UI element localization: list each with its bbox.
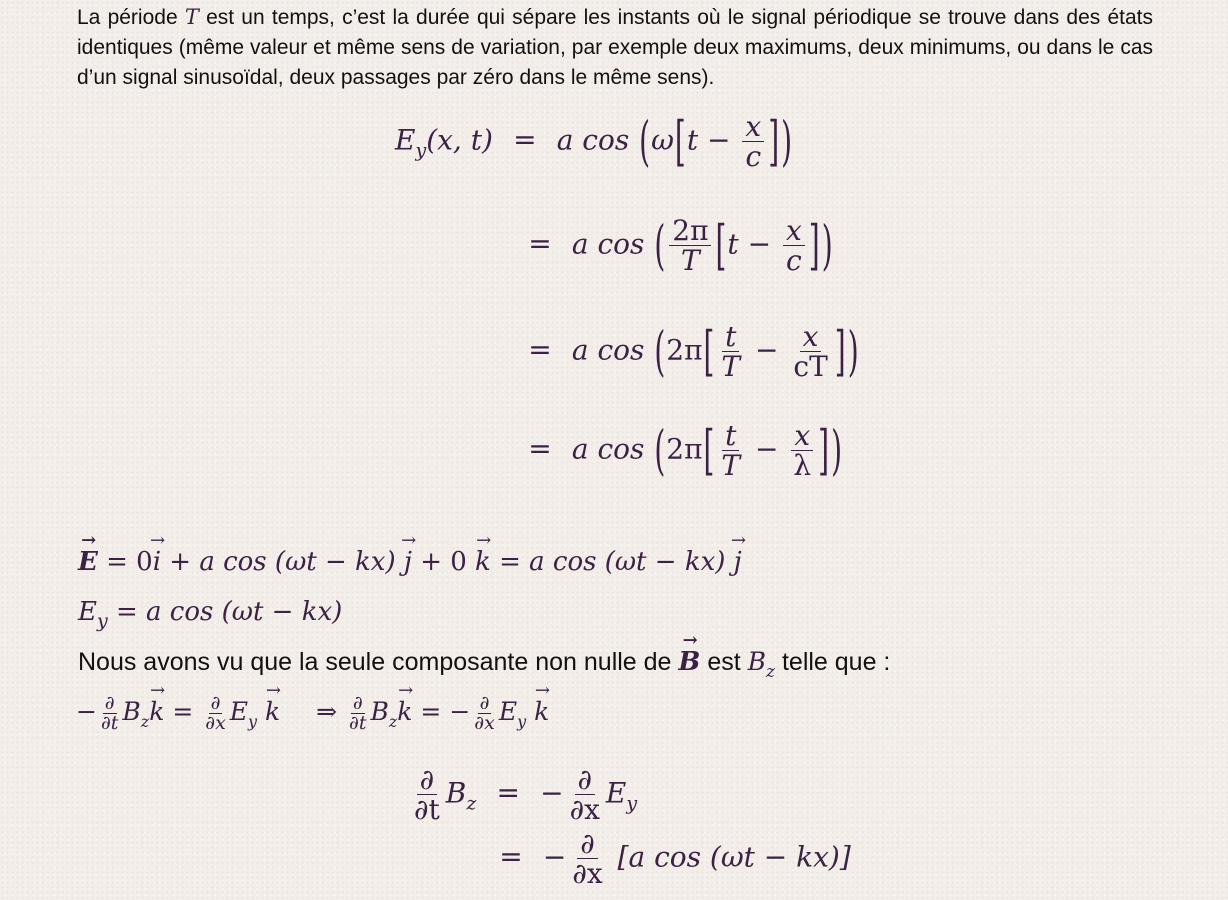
vector-b-symbol: → B	[678, 647, 700, 677]
period-symbol: T	[184, 5, 199, 29]
fraction-2pi-over-T: $\frac{2\pi}{T}$	[669, 216, 711, 276]
intro-text-1: La période	[77, 6, 178, 29]
vector-e-line: → E = 0→ i + a cos (ωt − kx) → j + 0 → k = a cos (ωt − kx) → j	[78, 547, 742, 577]
partial-t-fraction: $\frac{\partial}{\partial t}$	[414, 763, 440, 827]
vector-e-symbol: → E	[78, 547, 98, 577]
ey-line: $E_y = a$ cos (ωt − kx)	[78, 597, 343, 632]
partial-x-fraction: $\frac{\partial}{\partial x}$	[569, 763, 600, 827]
fraction-x-over-c: $\frac{x}{c}$	[742, 112, 764, 172]
equation-line-1: $E_y(x$, t) = a cos (ω[t − $\frac{x}{c}$ ])	[395, 110, 793, 174]
equation-line-3: = a cos (2π[ $\frac{t}{T}$ − $\frac{x}{cT}$ ])	[528, 320, 859, 384]
final-equation-line-2: = − $\frac{\partial}{\partial x}$ [a cos (ωt − kx)]	[499, 827, 851, 891]
equation-line-2: = a cos ( $\frac{2\pi}{T}$ [t − $\frac{x}{c}$ ])	[528, 214, 833, 278]
final-equation-line-1: $\frac{\partial}{\partial t}$ $B_z$ = − $\frac{\partial}{\partial x}$ $E_y$	[408, 765, 637, 825]
intro-paragraph	[77, 2, 1153, 93]
partial-x-fraction: $\frac{\partial}{\partial x}$	[572, 827, 603, 891]
equation-line-4: = a cos (2π[ $\frac{t}{T}$ − $\frac{x}{\lambda}$ ])	[528, 419, 843, 483]
fraction-x-over-cT: $\frac{x}{cT}$	[793, 320, 828, 384]
intro-text-2: est un temps, c’est la durée qui sépare les instants où le signal périodique se trouve dans des états identiques (même valeur et même sens de variation, par exemple deux maximums, deux minimums, ou dans le cas d’un signal sinusoïdal, deux passages par zéro dans le même sens).	[77, 6, 1154, 89]
nous-avons-vu-line: Nous avons vu que la seule composante non nulle de → B est $B_z$ telle que :	[78, 647, 890, 682]
fraction-x-over-lambda: $\frac{x}{\lambda}$	[790, 421, 814, 481]
derivative-relation-line: − $\frac{\partial}{\partial t}$ $B_z\to k$ = $\frac{\partial}{\partial x}$ $E_y \to k$ ⇒ $\frac{\partial}{\partial t}$ $B_z\to k$ = − $\frac{\partial}{\partial x}$ $E_y \to k$	[76, 694, 549, 733]
fraction-t-over-T: $\frac{t}{T}$	[721, 419, 741, 483]
fraction-x-over-c: $\frac{x}{c}$	[783, 216, 805, 276]
fraction-t-over-T: $\frac{t}{T}$	[721, 320, 741, 384]
